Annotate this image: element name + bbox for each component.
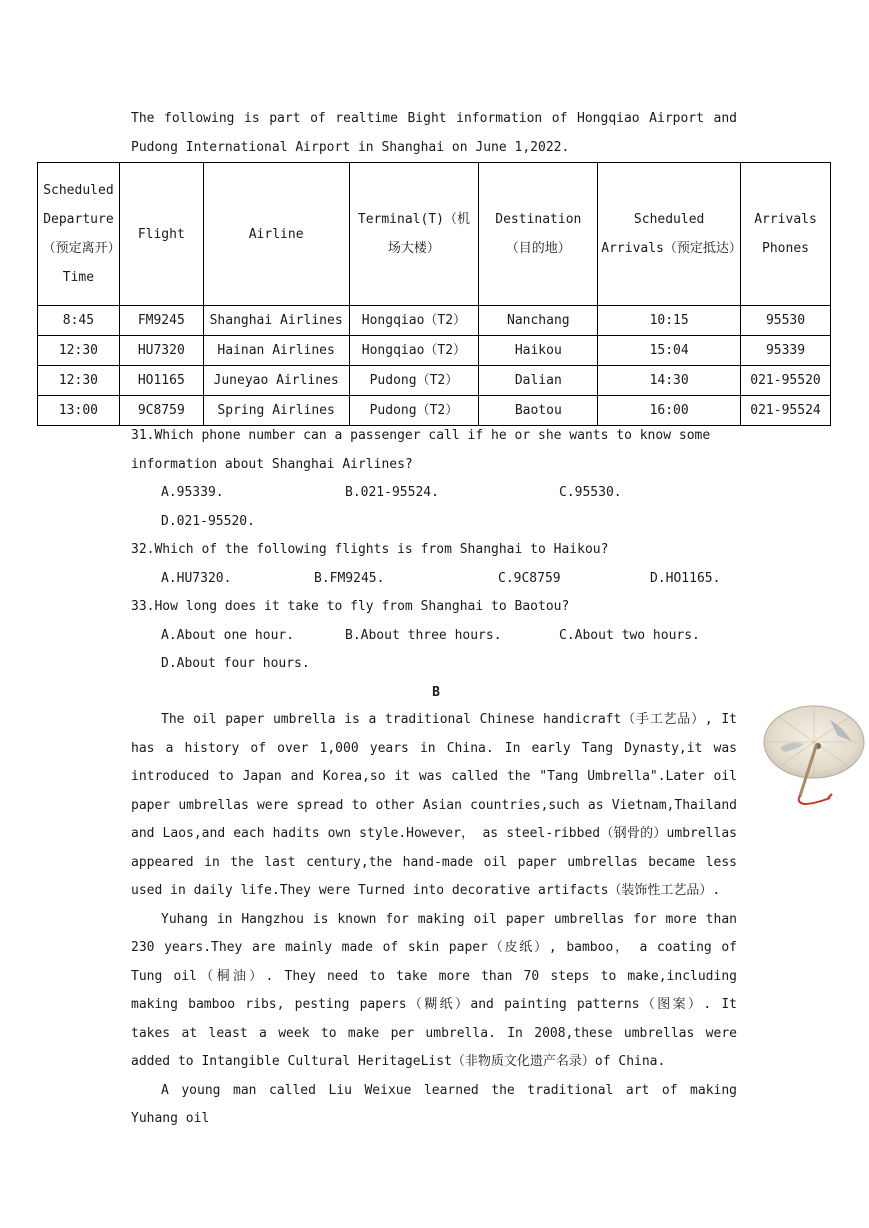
question-33-option-d: D.About four hours. [161, 656, 310, 671]
table-header-row [38, 163, 831, 306]
cell-terminal: Hongqiao（T2） [349, 306, 479, 336]
question-31-option-b: B.021-95524. [345, 485, 439, 500]
cell-destination: Baotou [479, 396, 598, 426]
cell-departure: 12:30 [38, 366, 120, 396]
passage-paragraph-2: Yuhang in Hangzhou is known for making oil paper umbrellas for more than 230 years.They are mainly made of skin paper（皮纸）, bamboo， a coating of Tung oil（桐油）. They need to take more than 70 steps to make,including making bamboo ribs, pesting papers（糊纸）and painting patterns（图案）. It takes at least a week to make per umbrella. In 2008,these umbrellas were added to Intangible Cultural HeritageList（非物质文化遗产名录）of China. [131, 911, 737, 1069]
question-31-options [131, 479, 741, 508]
cell-destination: Nanchang [479, 306, 598, 336]
header-destination: Destination（目的地） [479, 163, 598, 306]
cell-flight: FM9245 [119, 306, 203, 336]
question-32-option-d: D.HO1165. [650, 570, 721, 586]
cell-airline: Shanghai Airlines [203, 306, 349, 336]
question-32-options [131, 565, 741, 594]
question-32-option-c: C.9C8759 [498, 570, 561, 586]
question-31-option-d: D.021-95520. [161, 513, 255, 529]
cell-terminal: Pudong（T2） [349, 396, 479, 426]
cell-arrival: 10:15 [598, 306, 741, 336]
table-row [38, 336, 831, 366]
question-32-option-a: A.HU7320. [161, 570, 232, 586]
cell-arrival: 16:00 [598, 396, 741, 426]
question-33-options-row2 [131, 650, 741, 679]
header-terminal: Terminal(T)（机场大楼） [349, 163, 479, 306]
cell-airline: Spring Airlines [203, 396, 349, 426]
question-33-option-b: B.About three hours. [345, 627, 502, 643]
question-33-option-c: C.About two hours. [559, 627, 700, 643]
intro-text: The following is part of realtime Bight information of Hongqiao Airport and Pudong International Airport in Shanghai on June 1,2022. [131, 111, 737, 155]
cell-phone: 95339 [741, 336, 831, 366]
passage-paragraph-3: A young man called Liu Weixue learned the traditional art of making Yuhang oil [131, 1082, 737, 1126]
question-31-options-row2 [131, 508, 741, 537]
table-row [38, 306, 831, 336]
questions-block [131, 422, 741, 707]
question-31-option-c: C.95530. [559, 485, 622, 500]
cell-destination: Haikou [479, 336, 598, 366]
cell-arrival: 15:04 [598, 336, 741, 366]
cell-phone: 021-95520 [741, 366, 831, 396]
question-33-options [131, 622, 741, 651]
cell-airline: Juneyao Airlines [203, 366, 349, 396]
flight-info-table [37, 162, 831, 426]
cell-destination: Dalian [479, 366, 598, 396]
cell-phone: 021-95524 [741, 396, 831, 426]
cell-departure: 12:30 [38, 336, 120, 366]
header-phones: Arrivals Phones [741, 163, 831, 306]
cell-airline: Hainan Airlines [203, 336, 349, 366]
cell-arrival: 14:30 [598, 366, 741, 396]
oil-paper-umbrella-image [760, 700, 868, 808]
header-flight: Flight [119, 163, 203, 306]
header-arrival-time: Scheduled Arrivals（预定抵达） [598, 163, 741, 306]
table-row [38, 396, 831, 426]
question-32-stem: 32.Which of the following flights is from Shanghai to Haikou? [131, 542, 609, 557]
cell-departure: 8:45 [38, 306, 120, 336]
header-departure-time: Scheduled Departure（预定离开）Time [38, 163, 120, 306]
header-airline: Airline [203, 163, 349, 306]
question-33-stem: 33.How long does it take to fly from Shanghai to Baotou? [131, 599, 570, 614]
passage-paragraph-1: The oil paper umbrella is a traditional Chinese handicraft（手工艺品）, It has a history of over 1,000 years in China. In early Tang Dynasty,it was introduced to Japan and Korea,so it was called the "Tang Umbrella".Later oil paper umbrellas were spread to other Asian countries,such as Vietnam,Thailand and Laos,and each hadits own style.However， as steel-ribbed（钢骨的）umbrellas appeared in the last century,the hand-made oil paper umbrellas became less used in daily life.They were Turned into decorative artifacts（装饰性工艺品）. [131, 712, 737, 898]
cell-terminal: Hongqiao（T2） [349, 336, 479, 366]
table-row [38, 366, 831, 396]
question-33-option-a: A.About one hour. [161, 627, 295, 643]
cell-departure: 13:00 [38, 396, 120, 426]
question-31-stem: 31.Which phone number can a passenger call if he or she wants to know some information about Shanghai Airlines? [131, 428, 711, 472]
cell-terminal: Pudong（T2） [349, 366, 479, 396]
cell-flight: HO1165 [119, 366, 203, 396]
question-31-option-a: A.95339. [161, 485, 224, 500]
section-b-title: B [432, 684, 440, 700]
question-32-option-b: B.FM9245. [314, 570, 385, 586]
cell-flight: HU7320 [119, 336, 203, 366]
cell-phone: 95530 [741, 306, 831, 336]
cell-flight: 9C8759 [119, 396, 203, 426]
section-b-passage [131, 706, 737, 1134]
